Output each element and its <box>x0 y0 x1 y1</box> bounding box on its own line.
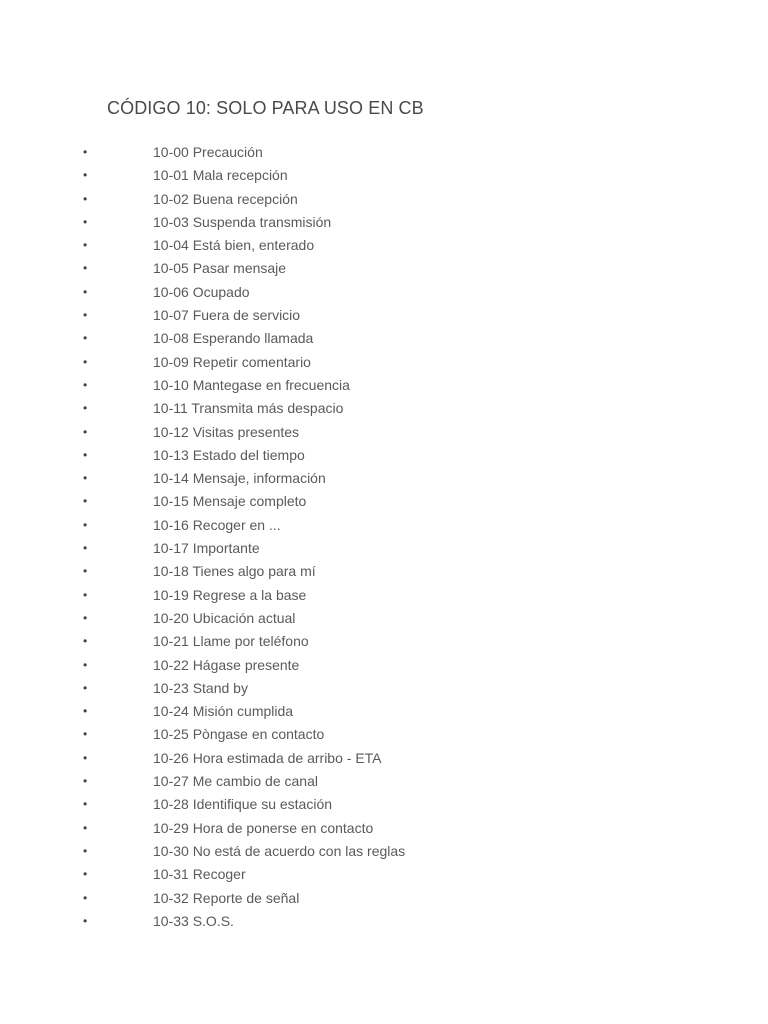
list-item-text: 10-01 Mala recepción <box>153 167 288 184</box>
bullet-icon: • <box>83 610 88 625</box>
bullet-icon: • <box>83 494 88 509</box>
bullet-icon: • <box>83 214 88 229</box>
list-item-text: 10-21 Llame por teléfono <box>153 633 309 650</box>
bullet-icon: • <box>83 308 88 323</box>
list-item-text: 10-26 Hora estimada de arribo - ETA <box>153 749 382 766</box>
list-item-text: 10-23 Stand by <box>153 679 248 696</box>
bullet-icon: • <box>83 145 88 159</box>
list-item-text: 10-02 Buena recepción <box>153 190 298 207</box>
bullet-icon: • <box>83 774 88 789</box>
list-item <box>0 421 600 444</box>
list-item-text: 10-11 Transmita más despacio <box>153 400 344 417</box>
code-list <box>0 141 600 933</box>
list-item <box>0 700 600 723</box>
bullet-icon: • <box>83 377 88 392</box>
list-item-text: 10-18 Tienes algo para mí <box>153 563 316 580</box>
bullet-icon: • <box>83 354 88 369</box>
list-item <box>0 793 600 816</box>
list-item-text: 10-31 Recoger <box>153 866 246 883</box>
list-item <box>0 863 600 886</box>
bullet-icon: • <box>83 820 88 835</box>
list-item-text: 10-24 Misión cumplida <box>153 703 294 720</box>
list-item-text: 10-04 Está bien, enterado <box>153 237 315 254</box>
list-item <box>0 257 600 280</box>
bullet-icon: • <box>83 447 88 462</box>
bullet-icon: • <box>83 331 88 346</box>
list-item <box>0 887 600 910</box>
bullet-icon: • <box>83 913 88 928</box>
list-item-text: 10-30 No está de acuerdo con las reglas <box>153 842 406 859</box>
list-item-text: 10-19 Regrese a la base <box>153 586 307 603</box>
list-item-text: 10-03 Suspenda transmisión <box>153 213 332 230</box>
list-item <box>0 560 600 583</box>
list-item-text: 10-05 Pasar mensaje <box>153 260 287 277</box>
list-item <box>0 164 600 187</box>
bullet-icon: • <box>83 168 88 183</box>
bullet-icon: • <box>83 657 88 672</box>
list-item <box>0 490 600 513</box>
list-item <box>0 584 600 607</box>
bullet-icon: • <box>83 424 88 439</box>
bullet-icon: • <box>83 284 88 299</box>
bullet-icon: • <box>83 890 88 905</box>
list-item <box>0 910 600 933</box>
bullet-icon: • <box>83 843 88 858</box>
list-item <box>0 281 600 304</box>
list-item <box>0 514 600 537</box>
list-item-text: 10-16 Recoger en ... <box>153 516 281 533</box>
bullet-icon: • <box>83 238 88 253</box>
page-title: CÓDIGO 10: SOLO PARA USO EN CB <box>107 98 424 118</box>
list-item-text: 10-07 Fuera de servicio <box>153 307 301 324</box>
list-item-text: 10-27 Me cambio de canal <box>153 773 318 790</box>
list-item-text: 10-08 Esperando llamada <box>153 330 314 347</box>
bullet-icon: • <box>83 191 88 206</box>
list-item-text: 10-22 Hágase presente <box>153 656 300 673</box>
list-item-text: 10-13 Estado del tiempo <box>153 446 305 463</box>
list-item <box>0 444 600 467</box>
bullet-icon: • <box>83 797 88 812</box>
bullet-icon: • <box>83 401 88 416</box>
list-item-text: 10-17 Importante <box>153 540 260 557</box>
list-item-text: 10-25 Pòngase en contacto <box>153 726 325 743</box>
bullet-icon: • <box>83 541 88 556</box>
list-item-text: 10-00 Precaución <box>153 144 263 160</box>
list-item-text: 10-20 Ubicación actual <box>153 609 296 626</box>
list-item <box>0 397 600 420</box>
list-item <box>0 374 600 397</box>
list-item-text: 10-32 Reporte de señal <box>153 889 300 906</box>
bullet-icon: • <box>83 564 88 579</box>
bullet-icon: • <box>83 634 88 649</box>
bullet-icon: • <box>83 587 88 602</box>
list-item <box>0 327 600 350</box>
list-item <box>0 677 600 700</box>
list-item-text: 10-09 Repetir comentario <box>153 353 311 370</box>
list-item <box>0 817 600 840</box>
list-item <box>0 141 600 164</box>
list-item <box>0 304 600 327</box>
list-item-text: 10-15 Mensaje completo <box>153 493 307 510</box>
list-item-text: 10-10 Mantegase en frecuencia <box>153 376 350 393</box>
bullet-icon: • <box>83 704 88 719</box>
list-item <box>0 723 600 746</box>
list-item <box>0 770 600 793</box>
list-item <box>0 607 600 630</box>
list-item <box>0 630 600 653</box>
list-item-text: 10-33 S.O.S. <box>153 912 234 929</box>
bullet-icon: • <box>83 867 88 882</box>
list-item <box>0 747 600 770</box>
list-item <box>0 840 600 863</box>
bullet-icon: • <box>83 517 88 532</box>
list-item-text: 10-29 Hora de ponerse en contacto <box>153 819 374 836</box>
list-item <box>0 188 600 211</box>
list-item <box>0 211 600 234</box>
list-item-text: 10-14 Mensaje, información <box>153 470 326 487</box>
bullet-icon: • <box>83 261 88 276</box>
list-item <box>0 234 600 257</box>
list-item-text: 10-12 Visitas presentes <box>153 423 300 440</box>
list-item <box>0 654 600 677</box>
list-item-text: 10-28 Identifique su estación <box>153 796 333 813</box>
bullet-icon: • <box>83 680 88 695</box>
bullet-icon: • <box>83 727 88 742</box>
list-item-text: 10-06 Ocupado <box>153 283 250 300</box>
bullet-icon: • <box>83 471 88 486</box>
list-item <box>0 537 600 560</box>
list-item <box>0 351 600 374</box>
list-item <box>0 467 600 490</box>
bullet-icon: • <box>83 750 88 765</box>
